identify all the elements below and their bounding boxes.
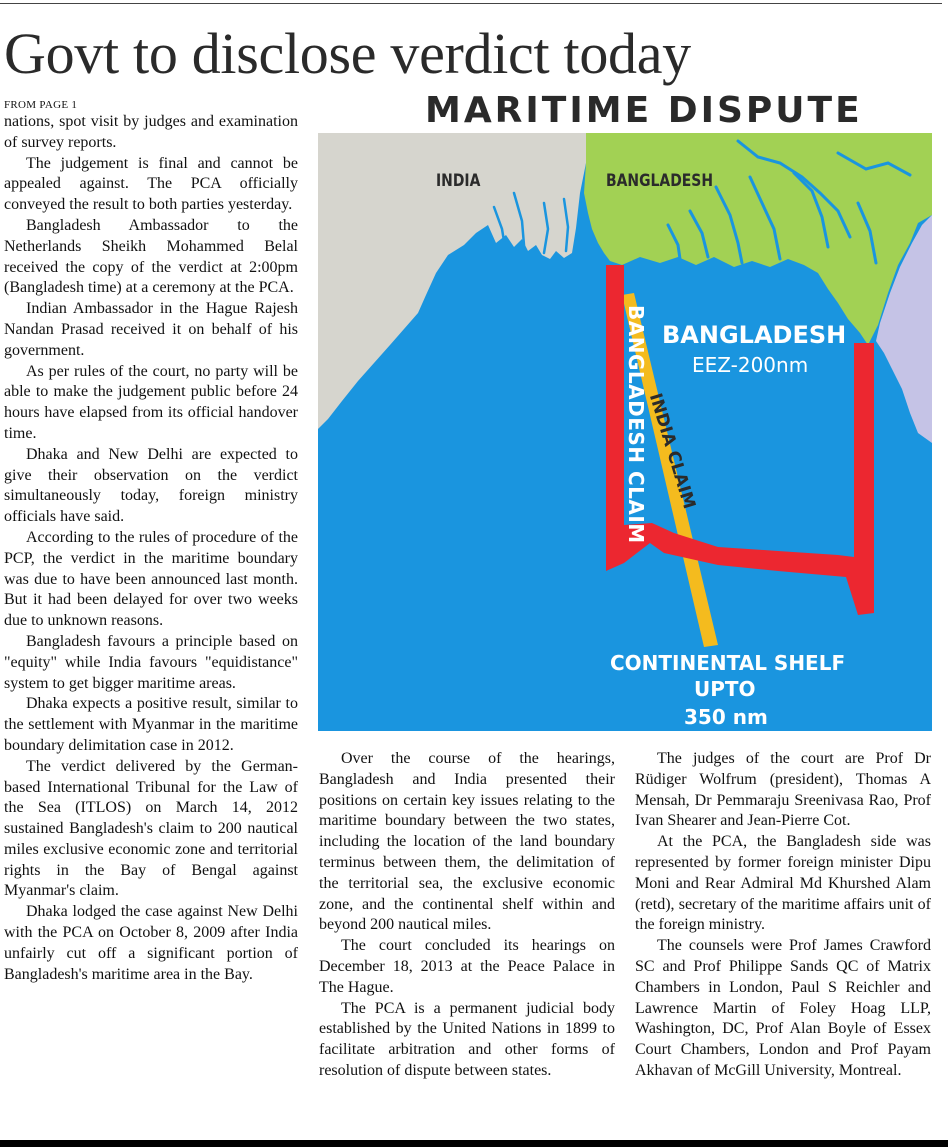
paragraph: Bangladesh Ambassador to the Netherlands Sheikh Mohammed Belal received the copy of the verdict at 2:00pm (Bangladesh time) at a ceremony at the PCA. xyxy=(4,216,298,297)
paragraph: According to the rules of procedure of the PCP, the verdict in the maritime boundary was due to have been announced last month. But it had been delayed for over two weeks due to unknown reasons. xyxy=(4,528,298,630)
article-column-1 xyxy=(4,112,298,985)
maritime-map xyxy=(318,133,932,731)
paragraph: Dhaka and New Delhi are expected to give their observation on the verdict simultaneously today, foreign ministry officials have said. xyxy=(4,445,298,526)
map-title: MARITIME DISPUTE xyxy=(425,90,863,131)
continental-shelf-label: CONTINENTAL SHELF xyxy=(610,651,846,675)
paragraph: Over the course of the hearings, Bangladesh and India presented their positions on certain key issues relating to the maritime boundary between the two states, including the location of the land boundary terminus between them, the delimitation of the territorial sea, the exclusive economic zone, and the continental shelf within and beyond 200 nautical miles. xyxy=(319,750,615,934)
eez-subtitle: EEZ-200nm xyxy=(692,353,809,377)
paragraph: Dhaka expects a positive result, similar to the settlement with Myanmar in the maritime boundary delimitation case in 2012. xyxy=(4,695,298,754)
bangladesh-claim-label: BANGLADESH CLAIM xyxy=(624,305,648,544)
article-column-3 xyxy=(635,749,931,1082)
paragraph: Bangladesh favours a principle based on "equity" while India favours "equidistance" system to get bigger maritime areas. xyxy=(4,632,298,692)
paragraph: As per rules of the court, no party will be able to make the judgement public before 24 hours have elapsed from its official handover time. xyxy=(4,362,298,442)
bottom-rule xyxy=(0,1140,948,1147)
paragraph: Indian Ambassador in the Hague Rajesh Nandan Prasad received it on behalf of his government. xyxy=(4,300,298,359)
india-label: INDIA xyxy=(436,171,481,191)
article-column-2 xyxy=(319,749,615,1082)
paragraph: The counsels were Prof James Crawford SC and Prof Philippe Sands QC of Matrix Chambers in London, Paul S Reichler and Lawrence Martin of Foley Hoag LLP, Washington, DC, Prof Alan Boyle of Essex Court Chambers, London and Prof Payam Akhavan of McGill University, Montreal. xyxy=(635,937,931,1079)
paragraph: The PCA is a permanent judicial body established by the United Nations in 1899 to facilitate arbitration and other forms of resolution of dispute between states. xyxy=(319,999,615,1079)
jump-line: FROM PAGE 1 xyxy=(4,99,78,111)
india-claim-label: INDIA CLAIM xyxy=(644,391,700,512)
paragraph: The judges of the court are Prof Dr Rüdiger Wolfrum (president), Thomas A Mensah, Dr Pemmaraju Sreenivasa Rao, Prof Ivan Shearer and Jean-Pierre Cot. xyxy=(635,750,931,830)
paragraph: Dhaka lodged the case against New Delhi with the PCA on October 8, 2009 after India unfairly cut off a significant portion of Bangladesh's maritime area in the Bay. xyxy=(4,903,298,983)
headline: Govt to disclose verdict today xyxy=(4,21,691,86)
paragraph: The court concluded its hearings on December 18, 2013 at the Peace Palace in The Hague. xyxy=(319,937,615,996)
paragraph: At the PCA, the Bangladesh side was represented by former foreign minister Dipu Moni and Rear Admiral Md Khurshed Alam (retd), secretary of the maritime affairs unit of the foreign ministry. xyxy=(635,833,931,934)
top-rule xyxy=(0,3,942,4)
eez-title: BANGLADESH xyxy=(662,321,847,349)
continental-shelf-distance: 350 nm xyxy=(684,705,768,729)
paragraph: The verdict delivered by the German-based International Tribunal for the Law of the Sea (ITLOS) on March 14, 2012 sustained Bangladesh's claim to 200 nautical miles exclusive economic zone and territorial rights in the Bay of Bengal against Myanmar's claim. xyxy=(4,757,298,900)
bangladesh-label: BANGLADESH xyxy=(606,171,713,191)
continental-shelf-upto: UPTO xyxy=(694,677,756,701)
paragraph: The judgement is final and cannot be appealed against. The PCA officially conveyed the result to both parties yesterday. xyxy=(4,154,298,214)
paragraph: nations, spot visit by judges and examination of survey reports. xyxy=(4,113,298,151)
